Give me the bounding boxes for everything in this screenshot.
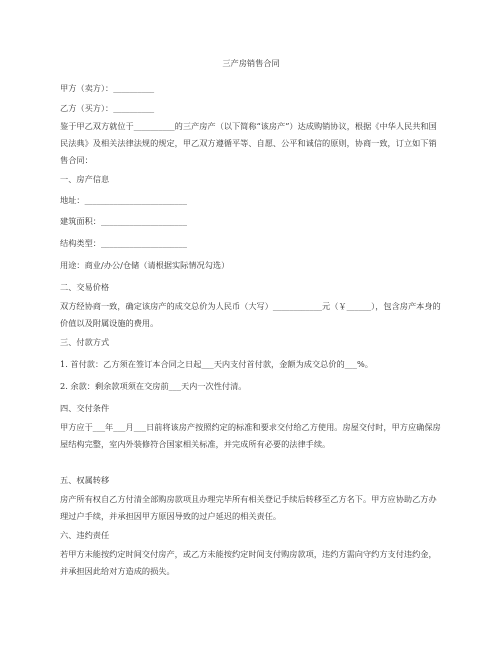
intro-paragraph: 鉴于甲乙双方就位于__________的三产房产（以下简称“该房产”）达成购销协议，根据《中华人民共和国民法典》及相关法律法规的规定，甲乙双方遵循平等、自愿、公平和诚信的原则，协商一致，订立如下销售合同：: [60, 121, 437, 165]
section-heading-payment: 三、付款方式: [60, 337, 110, 347]
section-heading-delivery: 四、交付条件: [60, 403, 110, 413]
price-paragraph: 双方经协商一致，确定该房产的成交总价为人民币（大写）____________元（￥______），包含房产本身的价值以及附属设施的费用。: [60, 301, 441, 328]
property-usage: 用途：商业/办公/仓储（请根据实际情况勾选）: [60, 260, 230, 270]
party-b-line: 乙方（买方）：__________: [60, 103, 155, 113]
party-a-line: 甲方（卖方）：__________: [60, 83, 155, 93]
payment-item-1: 1. 首付款：乙方须在签订本合同之日起___天内支付首付款，金额为成交总价的___%。: [60, 359, 373, 369]
transfer-paragraph: 房产所有权自乙方付清全部购房款项且办理完毕所有相关登记手续后转移至乙方名下。甲方应协助乙方办理过户手续，并承担因甲方原因导致的过户延迟的相关责任。: [60, 494, 437, 521]
property-structure: 结构类型：_____________________: [60, 238, 187, 248]
section-heading-breach: 六、违约责任: [60, 530, 110, 540]
section-heading-transfer: 五、权属转移: [60, 475, 110, 485]
section-heading-price: 二、交易价格: [60, 282, 110, 292]
delivery-paragraph: 甲方应于___年___月___日前将该房产按照约定的标准和要求交付给乙方使用。房屋交付时，甲方应确保房屋结构完整，室内外装修符合国家相关标准，并完成所有必要的法律手续。: [60, 422, 441, 449]
property-area: 建筑面积：_____________________: [60, 216, 187, 226]
breach-paragraph: 若甲方未能按约定时间交付房产，或乙方未能按约定时间支付购房款项，违约方需向守约方支付违约金，并承担因此给对方造成的损失。: [60, 549, 437, 576]
property-address: 地址：_________________________: [60, 195, 187, 205]
payment-item-2: 2. 余款：剩余款项须在交房前___天内一次性付清。: [60, 381, 247, 391]
section-heading-property: 一、房产信息: [60, 174, 110, 184]
page-title: 三产房销售合同: [222, 58, 280, 68]
